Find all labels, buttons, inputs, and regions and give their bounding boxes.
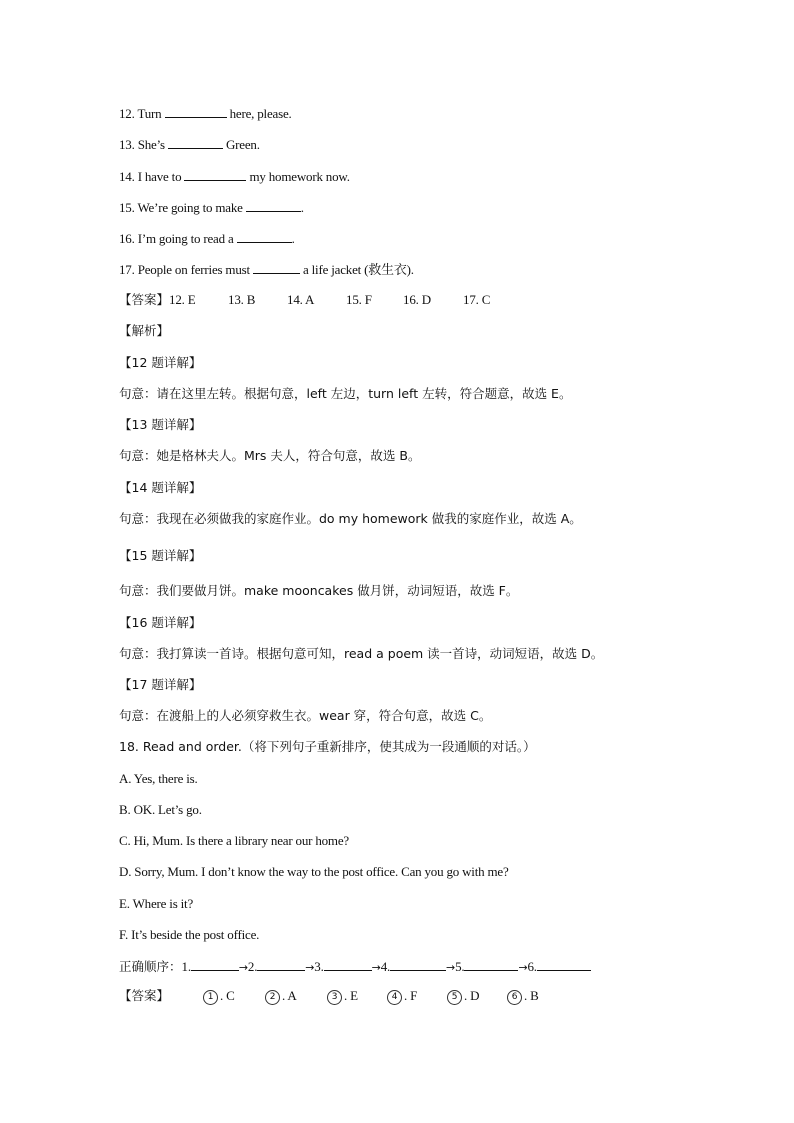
question-18-title: 18. Read and order.（将下列句子重新排序，使其成为一段通顺的对话。） [119,739,536,754]
answer-blank [537,958,591,971]
question-text-post: . [300,200,304,215]
question-14 [119,168,350,185]
order-label: 正确顺序： [119,959,182,974]
answer-item: 15. F [346,292,372,307]
answer-item: 12. E [169,292,196,307]
answer-item: 13. B [228,292,256,307]
order-slot: 4. [380,959,391,974]
detail-body: 句意：我打算读一首诗。根据句意可知，read a poem 读一首诗，动词短语，故选 D。 [119,646,604,661]
question-16 [119,230,295,247]
question-text-pre: 17. People on ferries must [119,262,253,277]
answer-blank [237,230,292,243]
answer-blank [165,105,227,118]
detail-body: 句意：我们要做月饼。make mooncakes 做月饼，动词短语，故选 F。 [119,583,519,598]
arrow-icon: → [305,961,315,974]
detail-body: 句意：在渡船上的人必须穿救生衣。wear 穿，符合句意，故选 C。 [119,708,492,723]
question-text-pre: 15. We’re going to make [119,200,246,215]
question-text-post: a life jacket (救生衣). [299,262,414,277]
analysis-label: 【解析】 [119,323,170,338]
circled-number: 4 [387,990,402,1005]
detail-body: 句意：我现在必须做我的家庭作业。do my homework 做我的家庭作业，故选 A。 [119,511,582,526]
circled-number: 3 [327,990,342,1005]
answer-row [119,292,490,308]
answer-blank [184,168,246,181]
option-a: A. Yes, there is. [119,771,198,786]
option-b: B. OK. Let’s go. [119,802,202,817]
arrow-icon: → [518,961,528,974]
answer-item: 4 . F [387,988,447,1005]
circled-number: 2 [265,990,280,1005]
question-13 [119,136,260,153]
answer-label: 【答案】 [119,988,170,1003]
question-12 [119,105,292,122]
question-text-pre: 14. I have to [119,169,185,184]
answer-blank [253,261,300,274]
answer-blank [390,958,446,971]
option-e: E. Where is it? [119,896,194,911]
question-text-post: Green. [222,137,260,152]
answer-item: 1 . C [203,988,265,1005]
order-line [119,958,591,976]
detail-heading: 【14 题详解】 [119,480,202,495]
answer-blank [246,199,301,212]
detail-heading: 【12 题详解】 [119,355,202,370]
order-slot: 2. [247,959,258,974]
question-text-pre: 12. Turn [119,106,165,121]
arrow-icon: → [238,961,248,974]
question-15 [119,199,304,216]
detail-body: 句意：请在这里左转。根据句意，left 左边，turn left 左转，符合题意，故选 E。 [119,386,572,401]
order-slot: 1. [181,959,191,974]
detail-heading: 【17 题详解】 [119,677,202,692]
answer-row-18 [119,988,539,1005]
answer-label: 【答案】 [119,292,170,307]
order-slot: 6. [527,959,537,974]
answer-item: 2 . A [265,988,327,1005]
answer-blank [191,958,239,971]
detail-heading: 【15 题详解】 [119,548,202,563]
option-f: F. It’s beside the post office. [119,927,260,942]
option-d: D. Sorry, Mum. I don’t know the way to the post office. Can you go with me? [119,864,509,879]
question-text-post: . [291,231,295,246]
detail-heading: 【16 题详解】 [119,615,202,630]
answer-item: 6 . B [507,988,539,1005]
circled-number: 6 [507,990,522,1005]
question-text-pre: 16. I’m going to read a [119,231,237,246]
arrow-icon: → [371,961,381,974]
question-text-post: my homework now. [246,169,350,184]
answer-blank [168,136,223,149]
answer-item: 3 . E [327,988,387,1005]
circled-number: 5 [447,990,462,1005]
question-text-pre: 13. She’s [119,137,168,152]
arrow-icon: → [446,961,456,974]
answer-blank [257,958,305,971]
answer-item: 17. C [463,292,491,307]
answer-item: 14. A [287,292,315,307]
detail-body: 句意：她是格林夫人。Mrs 夫人，符合句意，故选 B。 [119,448,421,463]
order-slot: 5. [455,959,465,974]
answer-blank [464,958,518,971]
circled-number: 1 [203,990,218,1005]
answer-blank [324,958,372,971]
answer-item: 5 . D [447,988,507,1005]
order-slot: 3. [314,959,324,974]
question-17 [119,261,414,278]
option-c: C. Hi, Mum. Is there a library near our home? [119,833,349,848]
answer-item: 16. D [403,292,431,307]
question-text-post: here, please. [226,106,292,121]
detail-heading: 【13 题详解】 [119,417,202,432]
